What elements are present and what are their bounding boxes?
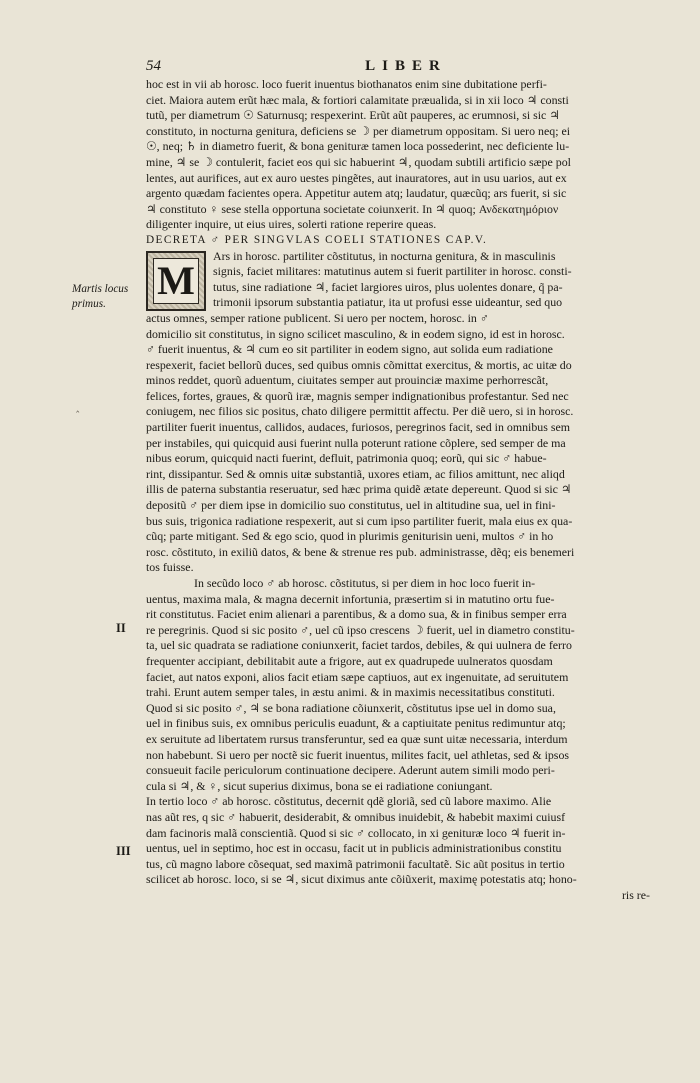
section-numeral-two: II xyxy=(116,621,126,635)
text-line: re peregrinis. Quod si sic posito ♂, uel cũ ipso crescens ☽ fuerit, uel in diametro constitu- xyxy=(146,622,575,637)
section-numeral-three: III xyxy=(116,844,131,858)
text-line: minos reddet, quorũ aduentum, ciuitates semper aut prouinciæ maxime perhorrescãt, xyxy=(146,373,549,388)
text-line: non habebunt. Si uero per noctẽ sic fuerit inuentus, milites facit, uel athletas, sed & ipsos xyxy=(146,747,570,762)
text-line: rint, dissipantur. Sed & omnis uitæ substantiã, uxores etiam, ac filios amittunt, nec aliqd xyxy=(146,466,565,481)
text-line: actus omnes, semper ratione publicent. Si uero per noctem, horosc. in ♂ xyxy=(146,310,489,325)
text-line: Ars in horosc. partiliter cõstitutus, in nocturna genitura, & in masculinis xyxy=(213,248,556,263)
text-line: ta, uel sic quadrata se radiatione coniunxerit, faciet tardos, debiles, & qui uulnera de ferro xyxy=(146,638,572,653)
text-line: rit constitutus. Faciet enim alienari a parentibus, & a domo sua, & in finibus semper erra xyxy=(146,607,567,622)
decorated-initial xyxy=(146,251,206,311)
text-line: depositũ ♂ per diem ipse in domicilio suo constitutus, uel in altitudine sua, uel in fini- xyxy=(146,498,556,513)
text-line: faciet, aut natos exponi, alios facit etiam sæpe captiuos, aut ex ingenuitate, ad seruitutem xyxy=(146,669,569,684)
text-line: partiliter fuerit inuentus, callidos, audaces, furiosos, peregrinos facit, sed in omnibus sem xyxy=(146,420,570,435)
text-line: dam facinoris malã conscientiã. Quod si sic ♂ collocato, in xi genituræ loco ♃ fuerit in- xyxy=(146,825,566,840)
text-line: consueuit facile periculorum continuatione decipere. Aderunt autem simili modo peri- xyxy=(146,763,555,778)
text-line: ☉, neq; ♄ in diametro fuerit, & bona genituræ tamen loca possederint, nec deficiente lu- xyxy=(146,139,570,154)
text-line: cũq; parte mitigant. Sed & ego scio, quod in plurimis geniturisin ueni, multos ♂ in ho xyxy=(146,529,554,544)
text-line: trahi. Erunt autem semper tales, in æstu animi. & in maximis necessitatibus constituti. xyxy=(146,685,555,700)
text-line: ♂ fuerit inuentus, & ♃ cum eo sit partiliter in eodem signo, aut solida eum radiatione xyxy=(146,342,553,357)
text-line: nas aũt res, q sic ♂ habuerit, desiderabit, & omnibus inuidebit, & habebit maximi cuiusf xyxy=(146,809,566,824)
margin-note: Martis locus primus. xyxy=(72,283,129,310)
text-line: hoc est in vii ab horosc. loco fuerit inuentus biothanatos enim sine dubitatione perfi- xyxy=(146,77,547,91)
running-head: LIBER xyxy=(365,58,447,74)
text-line: tutũ, per diametrum ☉ Saturnusq; respexerint. Erũt aũt pauperes, ac erumnosi, si sic ♃ xyxy=(146,108,560,123)
text-line: illis de paterna substantia reseruatur, sed hæc prima quidẽ ætate depereunt. Quod si sic ♃ xyxy=(146,482,572,497)
page-number: 54 xyxy=(146,58,161,74)
text-line: bus suis, trigonica radiatione respexerit, aut si cum ipso partiliter fuerit, mala eius ex qua- xyxy=(146,513,573,528)
text-line: lentes, aut aurifices, aut ex auro uestes pingẽtes, aut inauratores, aut in usu uarios, aut ex xyxy=(146,170,567,185)
text-line: cula si ♃, & ♀, sicut superius diximus, bona se ei radiatione coniungant. xyxy=(146,778,493,793)
text-line: coniugem, nec filios sic positus, chato diligere permittit affectu. Per diẽ uero, si in horosc. xyxy=(146,404,574,419)
text-line: tutus, sine radiatione ♃, faciet largiores uiros, plus uolentes donare, q̃ pa- xyxy=(213,279,563,294)
text-line: signis, faciet militares: matutinus autem si fuerit partiliter in horosc. consti- xyxy=(213,264,572,279)
page-header xyxy=(146,58,666,78)
text-line: In tertio loco ♂ ab horosc. cõstitutus, decernit qdẽ gloriã, sed cũ labore maximo. Alie xyxy=(146,794,552,809)
text-line: rosc. cõstituto, in exiliũ datos, & bene & strenue res pub. administrasse, dẽq; eis benemeri xyxy=(146,544,575,559)
chapter-heading: DECRETA ♂ PER SINGVLAS COELI STATIONES CAP.V. xyxy=(146,233,488,246)
text-line: uentus, maxima mala, & magna decernit infortunia, præsertim si in matutino ortu fue- xyxy=(146,591,555,606)
initial-letter: M xyxy=(153,258,199,304)
text-line: respexerit, faciet bellorũ duces, sed quibus omnis cõmittat exercitus, & mortis, ac uitæ do xyxy=(146,357,572,372)
text-line: ex seruitute ad libertatem rursus transferuntur, sed ea quæ sunt uitæ necessaria, interdum xyxy=(146,731,568,746)
text-line: nibus eorum, quicquid nacti fuerint, defluit, patrimonia quoq; eorũ, qui sic ♂ habue- xyxy=(146,451,547,466)
text-line: tus, cũ magno labore cõsequat, sed maximã patrimonii facultatẽ. Sic aũt positus in tertio xyxy=(146,856,565,871)
text-line: constituto, in nocturna genitura, deficiens se ☽ per diametrum oppositam. Si uero neq; ei xyxy=(146,123,571,138)
text-line: argento quædam facientes opera. Appetitur autem atq; laudatur, quæcũq; ars fuerit, si sic xyxy=(146,186,567,201)
text-line: ciet. Maiora autem erũt hæc mala, & fortiori calamitate præualida, si in xii loco ♃ consti xyxy=(146,92,569,107)
text-line: trimonii ipsorum substantia patiatur, ita ut profusi esse uideantur, sed quo xyxy=(213,295,563,310)
text-line: frequenter accipiant, debilitabit aute a frigore, aut ex quadrupede uulneratos quosdam xyxy=(146,653,553,668)
text-line: mine, ♃ se ☽ contulerit, faciet eos qui sic habuerint ♃, quodam subtili artificio sæpe pol xyxy=(146,154,571,169)
text-line: scilicet ab horosc. loco, si se ♃, sicut diximus ante cõiũxerit, maximę potestatis atq; hono- xyxy=(146,872,577,887)
text-line: diligenter inquire, ut eius uires, solerti ratione reperire queas. xyxy=(146,217,437,232)
margin-mark: ‸ xyxy=(76,402,80,413)
text-line: uentus, uel in septimo, hoc est in occasu, facit ut in publicis administrationibus constitu xyxy=(146,841,562,856)
text-line: domicilio sit constitutus, in signo scilicet masculino, & in eodem signo, id est in horosc. xyxy=(146,326,565,341)
text-line: tos fuisse. xyxy=(146,560,194,575)
text-line: Quod si sic posito ♂, ♃ se bona radiatione cõiunxerit, cõstitutus ipse uel in domo sua, xyxy=(146,700,556,715)
catchword: ris re- xyxy=(621,887,650,902)
main-text xyxy=(146,77,658,903)
text-line: per instabiles, qui quicquid ausi fuerint nulla poterunt ratione cõplere, sed semper de ma xyxy=(146,435,566,450)
text-line: In secũdo loco ♂ ab horosc. cõstitutus, si per diem in hoc loco fuerit in- xyxy=(194,576,536,590)
text-line: ♃ constituto ♀ sese stella opportuna societate coiunxerit. In ♃ quoq; Ανδεκατημόριον xyxy=(146,201,559,216)
text-line: felices, fortes, graues, & quorũ iræ, magnis semper indignationibus profestantur. Sed nec xyxy=(146,388,569,403)
text-line: uel in finibus suis, ex omnibus periculis euadunt, & a captiuitate penitus redimuntur atq; xyxy=(146,716,566,731)
